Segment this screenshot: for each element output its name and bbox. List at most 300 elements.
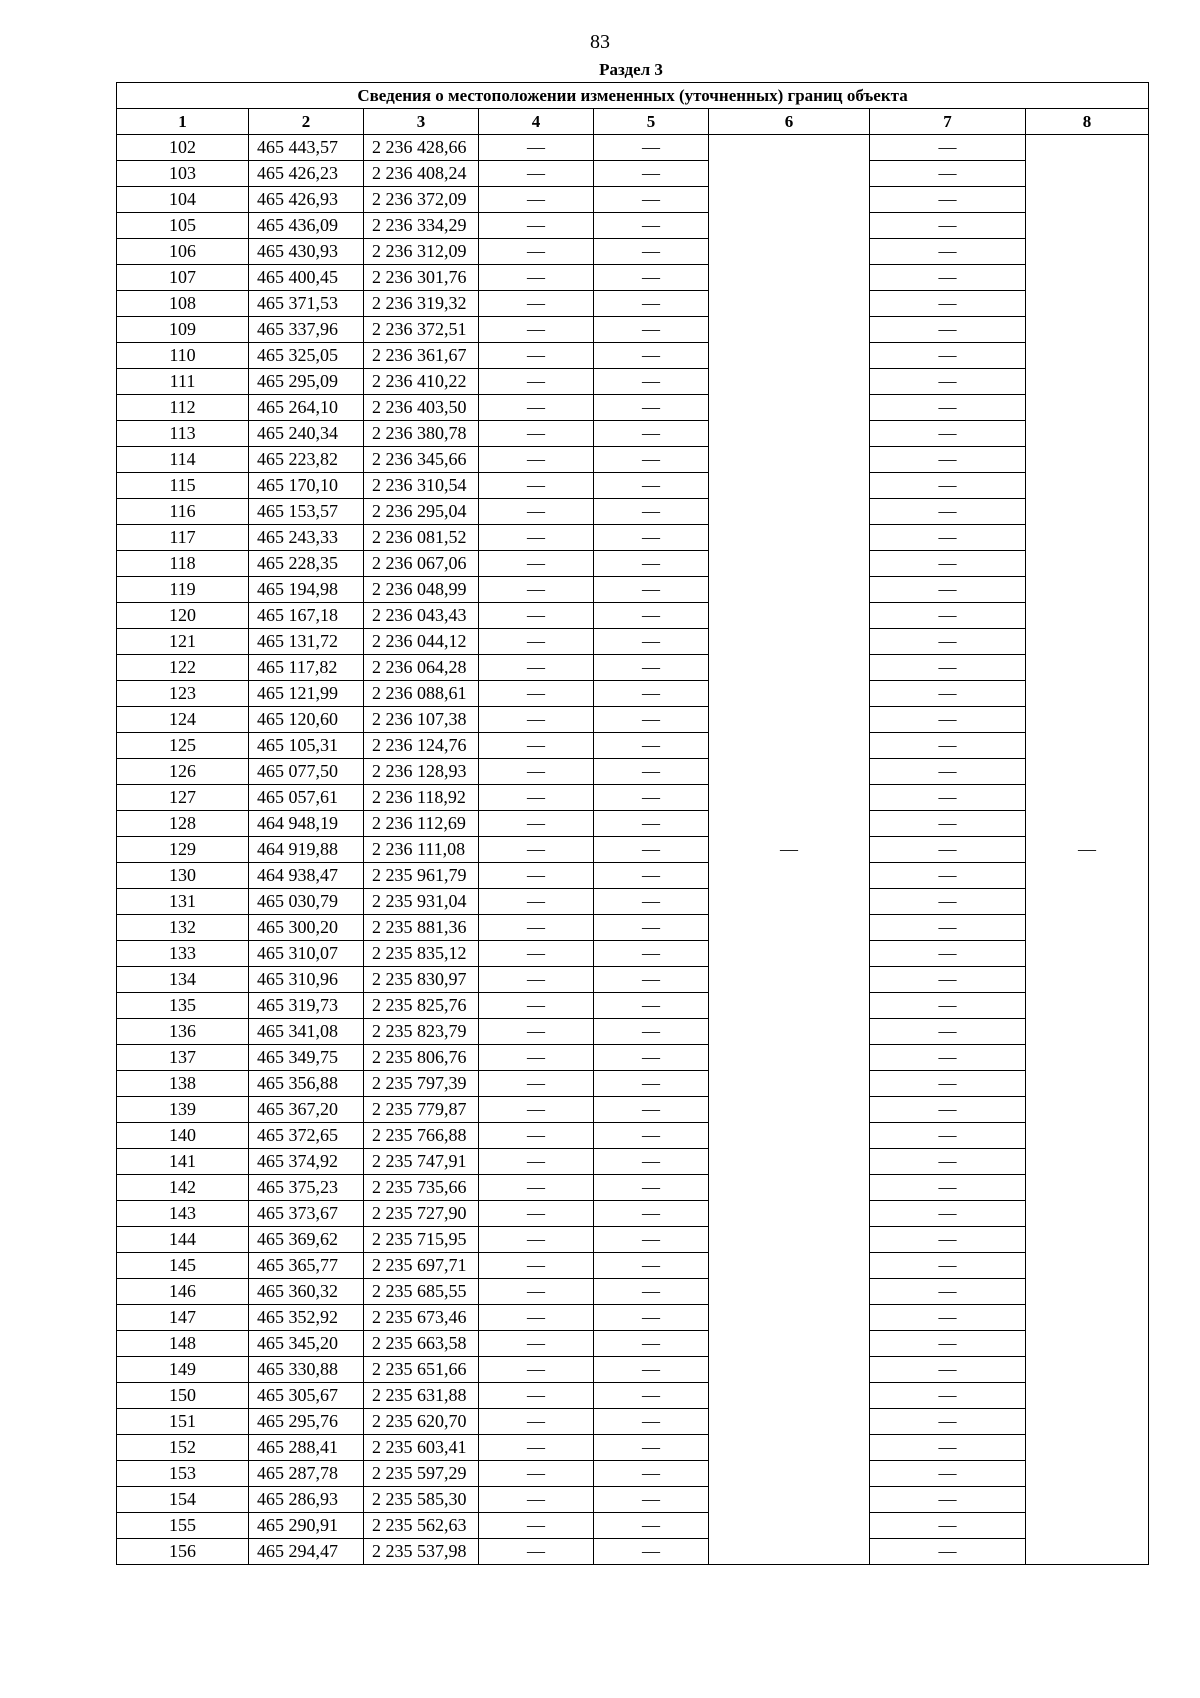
column-5-dash: — [594,1435,709,1461]
column-7-dash: — [870,1409,1026,1435]
table-row [117,1253,1149,1279]
column-7-dash: — [870,447,1026,473]
column-4-dash: — [479,1513,594,1539]
column-4-dash: — [479,369,594,395]
column-5-dash: — [594,1201,709,1227]
table-row [117,1149,1149,1175]
column-7-dash: — [870,473,1026,499]
column-7-dash: — [870,863,1026,889]
coordinate-x: 465 310,07 [249,941,364,967]
column-7-dash: — [870,1019,1026,1045]
point-number: 149 [117,1357,249,1383]
coordinate-y: 2 235 651,66 [364,1357,479,1383]
coordinate-y: 2 236 403,50 [364,395,479,421]
coordinate-x: 465 170,10 [249,473,364,499]
section-title: Раздел 3 [599,60,663,79]
column-7-dash: — [870,603,1026,629]
column-7-dash: — [870,1357,1026,1383]
column-4-dash: — [479,1305,594,1331]
column-5-dash: — [594,317,709,343]
column-5-dash: — [594,1175,709,1201]
point-number: 129 [117,837,249,863]
column-7-dash: — [870,1071,1026,1097]
column-7-dash: — [870,265,1026,291]
coordinate-y: 2 236 372,51 [364,317,479,343]
column-5-dash: — [594,655,709,681]
coordinate-y: 2 235 825,76 [364,993,479,1019]
column-5-dash: — [594,421,709,447]
column-4-dash: — [479,1149,594,1175]
coordinate-y: 2 235 830,97 [364,967,479,993]
point-number: 146 [117,1279,249,1305]
point-number: 127 [117,785,249,811]
table-row [117,967,1149,993]
coordinate-x: 465 295,09 [249,369,364,395]
point-number: 147 [117,1305,249,1331]
column-5-dash: — [594,603,709,629]
coordinate-y: 2 236 067,06 [364,551,479,577]
column-5-dash: — [594,135,709,161]
column-5-dash: — [594,395,709,421]
column-7-dash: — [870,161,1026,187]
column-7-dash: — [870,1435,1026,1461]
table-row [117,1357,1149,1383]
point-number: 138 [117,1071,249,1097]
column-5-dash: — [594,291,709,317]
coordinate-y: 2 236 372,09 [364,187,479,213]
point-number: 107 [117,265,249,291]
column-4-dash: — [479,967,594,993]
table-row [117,1461,1149,1487]
coordinate-x: 465 319,73 [249,993,364,1019]
column-4-dash: — [479,1487,594,1513]
column-4-dash: — [479,525,594,551]
coordinate-x: 465 305,67 [249,1383,364,1409]
coordinate-y: 2 235 603,41 [364,1435,479,1461]
column-7-dash: — [870,135,1026,161]
column-5-dash: — [594,915,709,941]
column-5-dash: — [594,889,709,915]
coordinate-y: 2 235 685,55 [364,1279,479,1305]
coordinate-x: 465 352,92 [249,1305,364,1331]
point-number: 103 [117,161,249,187]
column-4-dash: — [479,161,594,187]
table-row [117,863,1149,889]
column-4-dash: — [479,707,594,733]
column-7-dash: — [870,655,1026,681]
table-row [117,1045,1149,1071]
column-4-dash: — [479,1175,594,1201]
table-row [117,681,1149,707]
table-row [117,785,1149,811]
coordinate-x: 465 194,98 [249,577,364,603]
column-number: 2 [249,109,364,135]
point-number: 118 [117,551,249,577]
point-number: 122 [117,655,249,681]
coordinate-x: 465 240,34 [249,421,364,447]
column-5-dash: — [594,1331,709,1357]
table-row [117,265,1149,291]
coordinate-x: 465 337,96 [249,317,364,343]
column-5-dash: — [594,447,709,473]
column-4-dash: — [479,1227,594,1253]
column-5-dash: — [594,941,709,967]
point-number: 148 [117,1331,249,1357]
column-7-dash: — [870,915,1026,941]
column-8-merged: — [1026,135,1149,1565]
point-number: 139 [117,1097,249,1123]
table-row [117,1175,1149,1201]
column-5-dash: — [594,863,709,889]
table-row [117,1539,1149,1565]
point-number: 137 [117,1045,249,1071]
table-row [117,603,1149,629]
point-number: 151 [117,1409,249,1435]
column-7-dash: — [870,499,1026,525]
column-4-dash: — [479,1357,594,1383]
column-4-dash: — [479,395,594,421]
coordinate-x: 465 294,47 [249,1539,364,1565]
table-row [117,239,1149,265]
coordinate-x: 465 430,93 [249,239,364,265]
column-5-dash: — [594,1071,709,1097]
table-row [117,759,1149,785]
table-row [117,187,1149,213]
column-5-dash: — [594,473,709,499]
coordinate-x: 465 264,10 [249,395,364,421]
table-row [117,1435,1149,1461]
column-5-dash: — [594,577,709,603]
coordinate-y: 2 236 088,61 [364,681,479,707]
column-4-dash: — [479,1409,594,1435]
coordinate-y: 2 236 081,52 [364,525,479,551]
point-number: 144 [117,1227,249,1253]
coordinate-x: 464 919,88 [249,837,364,863]
column-4-dash: — [479,1019,594,1045]
column-5-dash: — [594,785,709,811]
coordinate-y: 2 235 779,87 [364,1097,479,1123]
table-row [117,837,1149,863]
point-number: 150 [117,1383,249,1409]
table-row [117,1279,1149,1305]
column-7-dash: — [870,1461,1026,1487]
column-5-dash: — [594,733,709,759]
column-7-dash: — [870,707,1026,733]
point-number: 136 [117,1019,249,1045]
coordinate-x: 465 443,57 [249,135,364,161]
coordinate-x: 465 371,53 [249,291,364,317]
coordinate-y: 2 236 064,28 [364,655,479,681]
table-row [117,1071,1149,1097]
column-7-dash: — [870,317,1026,343]
point-number: 117 [117,525,249,551]
coordinate-y: 2 235 663,58 [364,1331,479,1357]
column-number: 3 [364,109,479,135]
point-number: 126 [117,759,249,785]
coordinate-x: 465 131,72 [249,629,364,655]
point-number: 115 [117,473,249,499]
column-4-dash: — [479,837,594,863]
coordinate-y: 2 236 295,04 [364,499,479,525]
column-7-dash: — [870,1539,1026,1565]
coordinates-table [116,82,1149,1565]
coordinate-x: 465 400,45 [249,265,364,291]
column-5-dash: — [594,1409,709,1435]
coordinate-y: 2 235 585,30 [364,1487,479,1513]
table-row [117,473,1149,499]
column-5-dash: — [594,343,709,369]
point-number: 123 [117,681,249,707]
point-number: 130 [117,863,249,889]
column-7-dash: — [870,239,1026,265]
point-number: 142 [117,1175,249,1201]
table-row [117,1331,1149,1357]
coordinate-x: 465 030,79 [249,889,364,915]
table-row [117,499,1149,525]
column-5-dash: — [594,759,709,785]
coordinate-x: 465 360,32 [249,1279,364,1305]
coordinate-y: 2 235 823,79 [364,1019,479,1045]
table-row [117,577,1149,603]
point-number: 154 [117,1487,249,1513]
point-number: 135 [117,993,249,1019]
column-5-dash: — [594,1539,709,1565]
column-4-dash: — [479,239,594,265]
column-4-dash: — [479,993,594,1019]
column-7-dash: — [870,993,1026,1019]
coordinate-x: 465 300,20 [249,915,364,941]
coordinate-y: 2 235 620,70 [364,1409,479,1435]
table-row [117,629,1149,655]
column-4-dash: — [479,603,594,629]
column-7-dash: — [870,1305,1026,1331]
table-row [117,525,1149,551]
column-4-dash: — [479,1123,594,1149]
coordinate-x: 465 167,18 [249,603,364,629]
table-row [117,1305,1149,1331]
column-7-dash: — [870,187,1026,213]
column-5-dash: — [594,265,709,291]
column-4-dash: — [479,551,594,577]
column-4-dash: — [479,629,594,655]
point-number: 120 [117,603,249,629]
column-7-dash: — [870,551,1026,577]
column-7-dash: — [870,629,1026,655]
column-7-dash: — [870,421,1026,447]
coordinate-x: 465 228,35 [249,551,364,577]
coordinate-y: 2 236 107,38 [364,707,479,733]
coordinate-x: 465 243,33 [249,525,364,551]
table-row [117,343,1149,369]
coordinate-y: 2 236 310,54 [364,473,479,499]
table-row [117,733,1149,759]
column-4-dash: — [479,863,594,889]
column-7-dash: — [870,941,1026,967]
column-5-dash: — [594,187,709,213]
coordinate-x: 464 938,47 [249,863,364,889]
column-4-dash: — [479,473,594,499]
table-row [117,993,1149,1019]
column-7-dash: — [870,343,1026,369]
column-number: 1 [117,109,249,135]
coordinate-x: 465 077,50 [249,759,364,785]
column-5-dash: — [594,1253,709,1279]
point-number: 134 [117,967,249,993]
column-4-dash: — [479,1071,594,1097]
column-7-dash: — [870,1149,1026,1175]
coordinate-x: 465 426,93 [249,187,364,213]
column-5-dash: — [594,1383,709,1409]
column-4-dash: — [479,135,594,161]
column-number: 8 [1026,109,1149,135]
coordinate-y: 2 236 345,66 [364,447,479,473]
column-5-dash: — [594,1487,709,1513]
column-7-dash: — [870,889,1026,915]
coordinate-x: 465 287,78 [249,1461,364,1487]
coordinate-y: 2 235 697,71 [364,1253,479,1279]
coordinate-x: 465 341,08 [249,1019,364,1045]
column-4-dash: — [479,265,594,291]
column-number: 5 [594,109,709,135]
table-row [117,1201,1149,1227]
column-7-dash: — [870,213,1026,239]
column-5-dash: — [594,837,709,863]
coordinate-y: 2 235 797,39 [364,1071,479,1097]
coordinate-y: 2 236 044,12 [364,629,479,655]
coordinate-x: 465 153,57 [249,499,364,525]
column-7-dash: — [870,681,1026,707]
column-7-dash: — [870,1045,1026,1071]
coordinate-y: 2 235 597,29 [364,1461,479,1487]
column-5-dash: — [594,993,709,1019]
table-row [117,1487,1149,1513]
point-number: 110 [117,343,249,369]
column-5-dash: — [594,551,709,577]
table-caption: Сведения о местоположении измененных (уточненных) границ объекта [117,83,1149,109]
point-number: 128 [117,811,249,837]
coordinate-x: 465 286,93 [249,1487,364,1513]
column-5-dash: — [594,1149,709,1175]
column-number: 6 [709,109,870,135]
column-4-dash: — [479,811,594,837]
column-5-dash: — [594,1045,709,1071]
table-row [117,551,1149,577]
point-number: 108 [117,291,249,317]
point-number: 141 [117,1149,249,1175]
column-5-dash: — [594,1019,709,1045]
column-7-dash: — [870,1097,1026,1123]
column-5-dash: — [594,1123,709,1149]
column-7-dash: — [870,395,1026,421]
coordinate-x: 465 295,76 [249,1409,364,1435]
table-row [117,213,1149,239]
column-4-dash: — [479,1331,594,1357]
column-7-dash: — [870,1279,1026,1305]
coordinate-x: 465 223,82 [249,447,364,473]
point-number: 106 [117,239,249,265]
column-4-dash: — [479,343,594,369]
coordinate-x: 465 367,20 [249,1097,364,1123]
point-number: 104 [117,187,249,213]
column-7-dash: — [870,1383,1026,1409]
point-number: 102 [117,135,249,161]
column-4-dash: — [479,577,594,603]
column-7-dash: — [870,967,1026,993]
coordinate-y: 2 236 048,99 [364,577,479,603]
column-5-dash: — [594,707,709,733]
point-number: 153 [117,1461,249,1487]
coordinate-x: 465 372,65 [249,1123,364,1149]
coordinate-y: 2 236 428,66 [364,135,479,161]
column-4-dash: — [479,499,594,525]
point-number: 113 [117,421,249,447]
column-7-dash: — [870,837,1026,863]
column-number: 4 [479,109,594,135]
coordinate-x: 465 436,09 [249,213,364,239]
coordinate-y: 2 236 118,92 [364,785,479,811]
coordinate-y: 2 235 931,04 [364,889,479,915]
coordinate-y: 2 236 334,29 [364,213,479,239]
coordinate-y: 2 235 961,79 [364,863,479,889]
table-caption-row [117,83,1149,109]
coordinate-y: 2 235 881,36 [364,915,479,941]
column-5-dash: — [594,213,709,239]
coordinate-x: 465 375,23 [249,1175,364,1201]
coordinate-x: 465 121,99 [249,681,364,707]
table-row [117,135,1149,161]
table-row [117,941,1149,967]
coordinate-x: 465 325,05 [249,343,364,369]
coordinate-y: 2 236 301,76 [364,265,479,291]
coordinate-y: 2 236 128,93 [364,759,479,785]
table-row [117,1383,1149,1409]
table-row [117,915,1149,941]
column-4-dash: — [479,759,594,785]
point-number: 140 [117,1123,249,1149]
column-5-dash: — [594,629,709,655]
column-7-dash: — [870,759,1026,785]
coordinate-y: 2 236 380,78 [364,421,479,447]
coordinate-y: 2 235 806,76 [364,1045,479,1071]
coordinate-x: 465 105,31 [249,733,364,759]
column-5-dash: — [594,1305,709,1331]
column-4-dash: — [479,1097,594,1123]
column-5-dash: — [594,967,709,993]
column-7-dash: — [870,1487,1026,1513]
coordinate-y: 2 236 043,43 [364,603,479,629]
column-5-dash: — [594,525,709,551]
coordinate-x: 465 288,41 [249,1435,364,1461]
point-number: 132 [117,915,249,941]
column-5-dash: — [594,499,709,525]
column-4-dash: — [479,655,594,681]
column-7-dash: — [870,1513,1026,1539]
column-5-dash: — [594,1461,709,1487]
column-4-dash: — [479,785,594,811]
column-4-dash: — [479,915,594,941]
coordinate-y: 2 236 319,32 [364,291,479,317]
coordinate-y: 2 235 537,98 [364,1539,479,1565]
coordinate-x: 465 290,91 [249,1513,364,1539]
table-row [117,1513,1149,1539]
column-7-dash: — [870,577,1026,603]
point-number: 143 [117,1201,249,1227]
coordinate-y: 2 235 715,95 [364,1227,479,1253]
point-number: 109 [117,317,249,343]
coordinate-x: 465 365,77 [249,1253,364,1279]
table-row [117,421,1149,447]
coordinate-y: 2 236 410,22 [364,369,479,395]
